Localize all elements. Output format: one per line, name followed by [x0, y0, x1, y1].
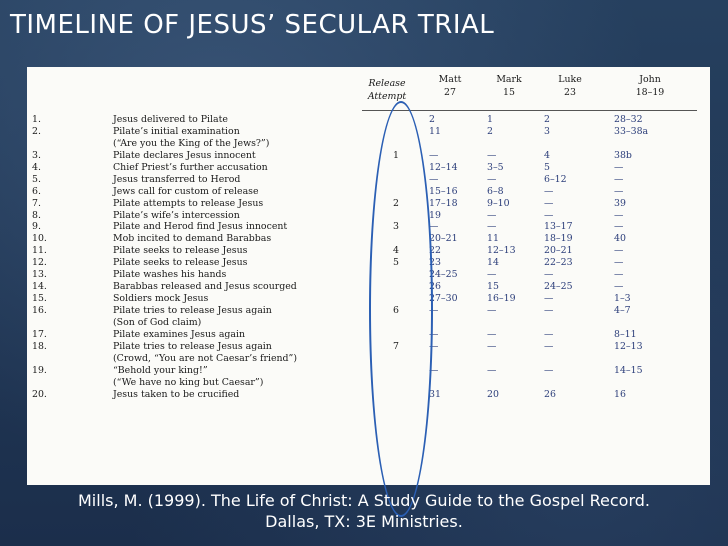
matthew-ref: 15–16	[429, 185, 458, 197]
mark-ref: —	[487, 269, 497, 281]
table-row	[27, 221, 710, 233]
mark-ref: 12–13	[487, 245, 516, 257]
table-row	[27, 138, 710, 150]
row-number: 6.	[32, 185, 41, 197]
luke-ref: 13–17	[544, 221, 573, 233]
matt-ref: 27	[444, 87, 456, 98]
release-attempt-highlight-oval	[369, 101, 433, 517]
release-attempt: 4	[393, 245, 399, 257]
luke-ref: 2	[544, 114, 550, 125]
luke-ref: —	[544, 209, 554, 221]
john-ref: 12–13	[614, 340, 643, 352]
row-number: 11.	[32, 245, 47, 257]
matthew-ref: 26	[429, 281, 441, 293]
row-number: 16.	[32, 305, 47, 316]
matthew-ref: —	[429, 340, 439, 352]
mark-ref: 3–5	[487, 161, 504, 173]
header-rule	[362, 110, 697, 111]
event-text: Chief Priest’s further accusation	[113, 161, 268, 173]
event-text: (“We have no king but Caesar”)	[113, 376, 264, 388]
timeline-table	[27, 73, 710, 400]
event-text: Pilate declares Jesus innocent	[113, 149, 256, 161]
matthew-ref: —	[429, 328, 439, 340]
matthew-ref: —	[429, 149, 439, 161]
luke-ref: —	[544, 197, 554, 209]
release-attempt: 6	[393, 305, 399, 316]
table-row	[27, 210, 710, 222]
luke-ref: 20–21	[544, 245, 573, 257]
mark-ref: 15	[487, 281, 499, 293]
event-text: Soldiers mock Jesus	[113, 293, 209, 305]
row-number: 4.	[32, 161, 41, 173]
luke-ref: 3	[544, 125, 550, 137]
table-row	[27, 186, 710, 198]
table-row	[27, 257, 710, 269]
mark-ref: 16–19	[487, 293, 516, 305]
john-ref: 33–38a	[614, 125, 649, 137]
event-text: Mob incited to demand Barabbas	[113, 233, 272, 245]
row-number: 3.	[32, 149, 41, 161]
john-ref: —	[614, 209, 624, 221]
john-ref: —	[614, 245, 624, 257]
john-ref: 14–15	[614, 364, 643, 376]
event-text: Pilate seeks to release Jesus	[113, 257, 248, 269]
mark-ref: —	[487, 149, 497, 161]
luke-ref: —	[544, 293, 554, 305]
table-row	[27, 198, 710, 210]
event-text: “Behold your king!”	[113, 364, 208, 376]
table-row	[27, 126, 710, 138]
release-header-line2: Attempt	[367, 91, 407, 102]
table-row	[27, 377, 710, 389]
mark-ref: —	[487, 221, 497, 233]
table-row	[27, 233, 710, 245]
matthew-ref: —	[429, 173, 439, 185]
table-row	[27, 114, 710, 126]
event-text: Barabbas released and Jesus scourged	[113, 281, 297, 293]
mark-ref: 6–8	[487, 185, 504, 197]
john-ref: —	[614, 257, 624, 269]
luke-ref: 6–12	[544, 173, 567, 185]
row-number: 18.	[32, 340, 47, 352]
john-header	[625, 73, 675, 99]
row-number: 19.	[32, 364, 47, 376]
citation	[0, 490, 728, 532]
luke-name: Luke	[558, 74, 582, 85]
matt-name: Matt	[438, 74, 462, 85]
table-row	[27, 365, 710, 377]
release-attempt: 2	[393, 197, 399, 209]
mark-ref: —	[487, 328, 497, 340]
john-ref: 39	[614, 197, 626, 209]
table-header	[27, 73, 710, 109]
john-ref: 4–7	[614, 305, 631, 316]
event-text: (Son of God claim)	[113, 316, 202, 328]
row-number: 20.	[32, 388, 47, 400]
row-number: 2.	[32, 125, 41, 137]
john-ref: —	[614, 173, 624, 185]
event-text: Jesus delivered to Pilate	[113, 114, 228, 125]
mark-ref: 11	[487, 233, 499, 245]
matthew-ref: 2	[429, 114, 435, 125]
release-attempt: 5	[393, 257, 399, 269]
row-number: 12.	[32, 257, 47, 269]
matthew-ref: 11	[429, 125, 441, 137]
john-ref: 18–19	[635, 87, 665, 98]
event-text: (Crowd, “You are not Caesar’s friend”)	[113, 352, 298, 364]
release-header-line1: Release	[368, 78, 406, 89]
event-text: Jews call for custom of release	[113, 185, 259, 197]
luke-ref: —	[544, 185, 554, 197]
matthew-ref: —	[429, 221, 439, 233]
john-ref: —	[614, 269, 624, 281]
luke-ref: —	[544, 328, 554, 340]
matt-header	[425, 73, 475, 99]
luke-ref: 26	[544, 388, 556, 400]
table-row	[27, 150, 710, 162]
mark-ref: 1	[487, 114, 493, 125]
citation-line-2: Dallas, TX: 3E Ministries.	[265, 512, 463, 531]
john-name: John	[639, 74, 661, 85]
mark-ref: 15	[503, 87, 515, 98]
row-number: 17.	[32, 328, 47, 340]
matthew-ref: 24–25	[429, 269, 458, 281]
luke-ref: 24–25	[544, 281, 573, 293]
mark-ref: 20	[487, 388, 499, 400]
row-number: 1.	[32, 114, 41, 125]
table-body	[27, 114, 710, 401]
release-attempt: 7	[393, 340, 399, 352]
release-attempt-header	[362, 77, 412, 103]
row-number: 9.	[32, 221, 41, 233]
event-text: Pilate seeks to release Jesus	[113, 245, 248, 257]
mark-ref: 2	[487, 125, 493, 137]
john-ref: 28–32	[614, 114, 643, 125]
row-number: 15.	[32, 293, 47, 305]
luke-ref: —	[544, 364, 554, 376]
mark-header	[484, 73, 534, 99]
mark-ref: 9–10	[487, 197, 510, 209]
release-attempt: 1	[393, 149, 399, 161]
row-number: 5.	[32, 173, 41, 185]
luke-ref: —	[544, 340, 554, 352]
row-number: 10.	[32, 233, 47, 245]
row-number: 8.	[32, 209, 41, 221]
table-row	[27, 353, 710, 365]
event-text: (“Are you the King of the Jews?”)	[113, 137, 270, 149]
john-ref: 8–11	[614, 328, 637, 340]
john-ref: 1–3	[614, 293, 631, 305]
matthew-ref: 31	[429, 388, 441, 400]
table-row	[27, 245, 710, 257]
luke-header	[545, 73, 595, 99]
release-attempt: 3	[393, 221, 399, 233]
event-text: Pilate washes his hands	[113, 269, 227, 281]
table-row	[27, 174, 710, 186]
event-text: Pilate’s wife’s intercession	[113, 209, 240, 221]
table-image	[27, 67, 710, 485]
john-ref: —	[614, 161, 624, 173]
matthew-ref: 23	[429, 257, 441, 269]
john-ref: —	[614, 221, 624, 233]
slide-title: TIMELINE OF JESUS’ SECULAR TRIAL	[10, 10, 495, 40]
luke-ref: 22–23	[544, 257, 573, 269]
luke-ref: 5	[544, 161, 550, 173]
mark-ref: —	[487, 340, 497, 352]
event-text: Pilate’s initial examination	[113, 125, 240, 137]
mark-ref: —	[487, 173, 497, 185]
table-row	[27, 389, 710, 401]
event-text: Pilate examines Jesus again	[113, 328, 246, 340]
luke-ref: —	[544, 305, 554, 316]
mark-name: Mark	[496, 74, 522, 85]
event-text: Pilate attempts to release Jesus	[113, 197, 264, 209]
john-ref: —	[614, 281, 624, 293]
matthew-ref: 17–18	[429, 197, 458, 209]
matthew-ref: 12–14	[429, 161, 458, 173]
mark-ref: —	[487, 209, 497, 221]
john-ref: 16	[614, 388, 626, 400]
event-text: Jesus taken to be crucified	[113, 388, 240, 400]
matthew-ref: 27–30	[429, 293, 458, 305]
john-ref: 38b	[614, 149, 632, 161]
event-text: Pilate tries to release Jesus again	[113, 340, 272, 352]
mark-ref: —	[487, 305, 497, 316]
event-text: Pilate tries to release Jesus again	[113, 305, 272, 316]
luke-ref: 18–19	[544, 233, 573, 245]
john-ref: 40	[614, 233, 626, 245]
citation-line-1: Mills, M. (1999). The Life of Christ: A Study Guide to the Gospel Record.	[78, 491, 650, 510]
mark-ref: 14	[487, 257, 499, 269]
matthew-ref: 19	[429, 209, 441, 221]
matthew-ref: 22	[429, 245, 441, 257]
mark-ref: —	[487, 364, 497, 376]
luke-ref: 4	[544, 149, 550, 161]
row-number: 14.	[32, 281, 47, 293]
row-number: 7.	[32, 197, 41, 209]
event-text: Pilate and Herod find Jesus innocent	[113, 221, 288, 233]
matthew-ref: 20–21	[429, 233, 458, 245]
matthew-ref: —	[429, 305, 439, 316]
luke-ref: —	[544, 269, 554, 281]
luke-ref: 23	[564, 87, 576, 98]
event-text: Jesus transferred to Herod	[113, 173, 241, 185]
table-row	[27, 162, 710, 174]
john-ref: —	[614, 185, 624, 197]
row-number: 13.	[32, 269, 47, 281]
matthew-ref: —	[429, 364, 439, 376]
